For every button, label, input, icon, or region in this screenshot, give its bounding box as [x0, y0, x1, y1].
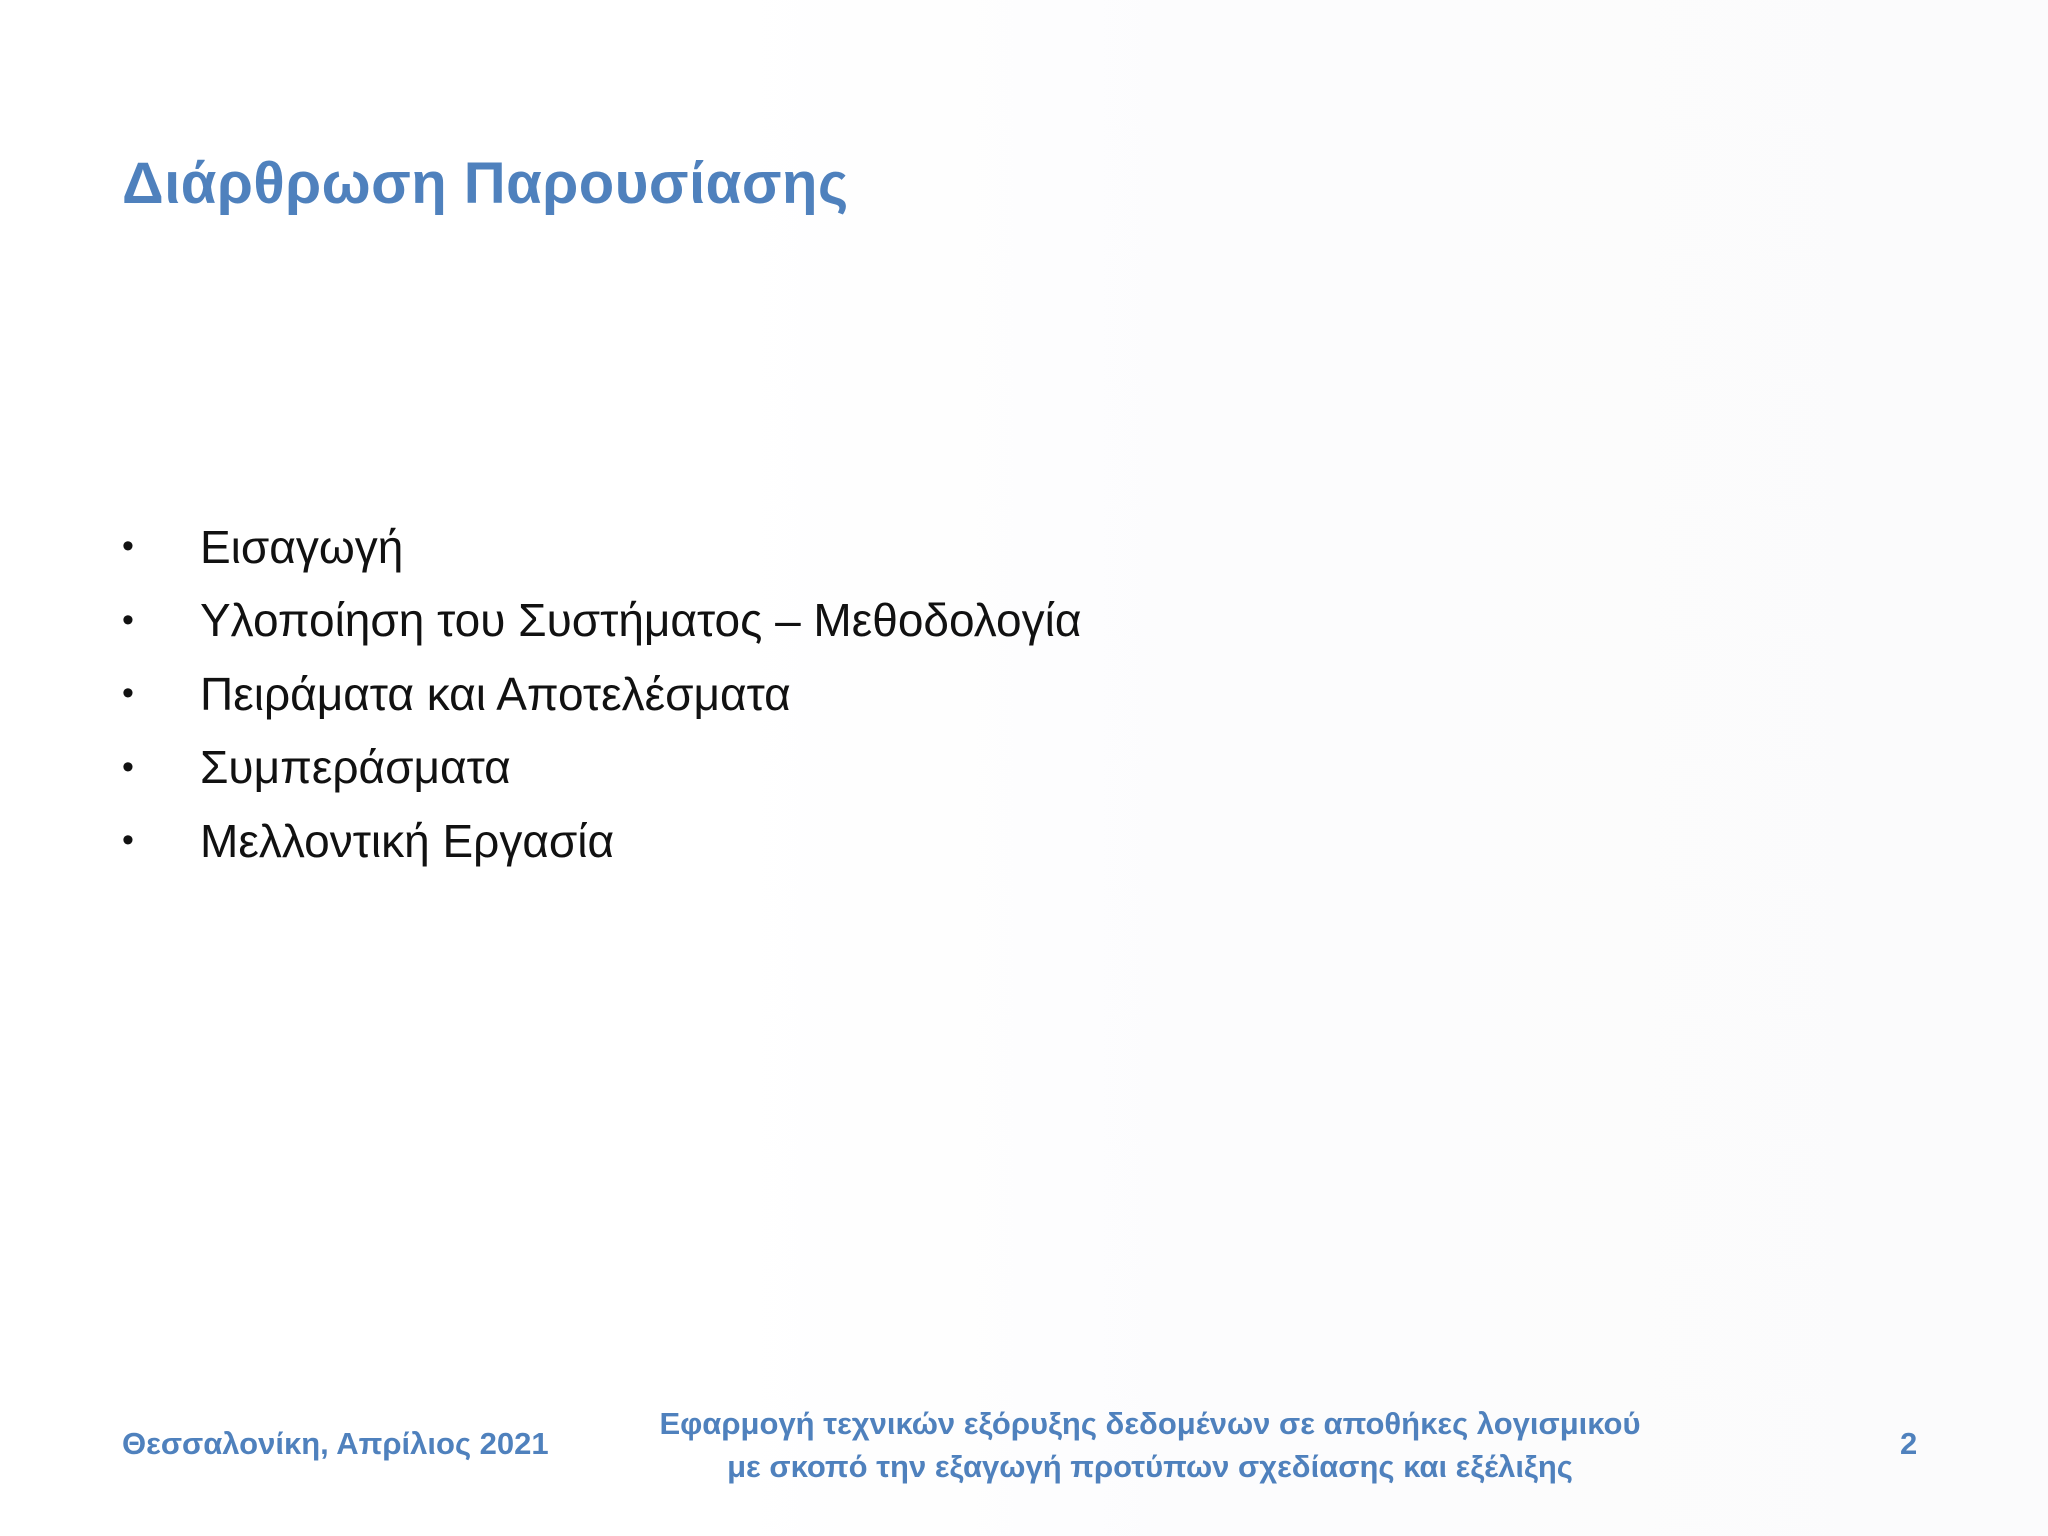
- agenda-item-label: Πειράματα και Αποτελέσματα: [200, 667, 791, 720]
- agenda-list: [122, 510, 1081, 878]
- agenda-item: [122, 804, 1081, 878]
- footer-title-line-2: με σκοπό την εξαγωγή προτύπων σχεδίασης και εξέλιξης: [727, 1449, 1573, 1484]
- bullet-icon: •: [122, 747, 134, 786]
- agenda-item-label: Μελλοντική Εργασία: [200, 814, 615, 867]
- bullet-icon: •: [122, 527, 134, 566]
- agenda-item: [122, 731, 1081, 805]
- slide-title: Διάρθρωση Παρουσίασης: [122, 151, 849, 216]
- agenda-item: [122, 657, 1081, 731]
- agenda-item-label: Υλοποίηση του Συστήματος – Μεθοδολογία: [200, 594, 1082, 647]
- agenda-item-label: Εισαγωγή: [200, 520, 404, 573]
- bullet-icon: •: [122, 600, 134, 639]
- agenda-item: [122, 584, 1081, 658]
- agenda-item-label: Συμπεράσματα: [200, 741, 511, 794]
- slide-page-number: 2: [1900, 1426, 1918, 1461]
- agenda-item: [122, 510, 1081, 584]
- bullet-icon: •: [122, 674, 134, 713]
- footer-date-location: Θεσσαλονίκη, Απρίλιος 2021: [122, 1426, 549, 1461]
- footer-presentation-title: [620, 1402, 1680, 1488]
- footer-title-line-1: Εφαρμογή τεχνικών εξόρυξης δεδομένων σε αποθήκες λογισμικού: [659, 1406, 1641, 1441]
- bullet-icon: •: [122, 821, 134, 860]
